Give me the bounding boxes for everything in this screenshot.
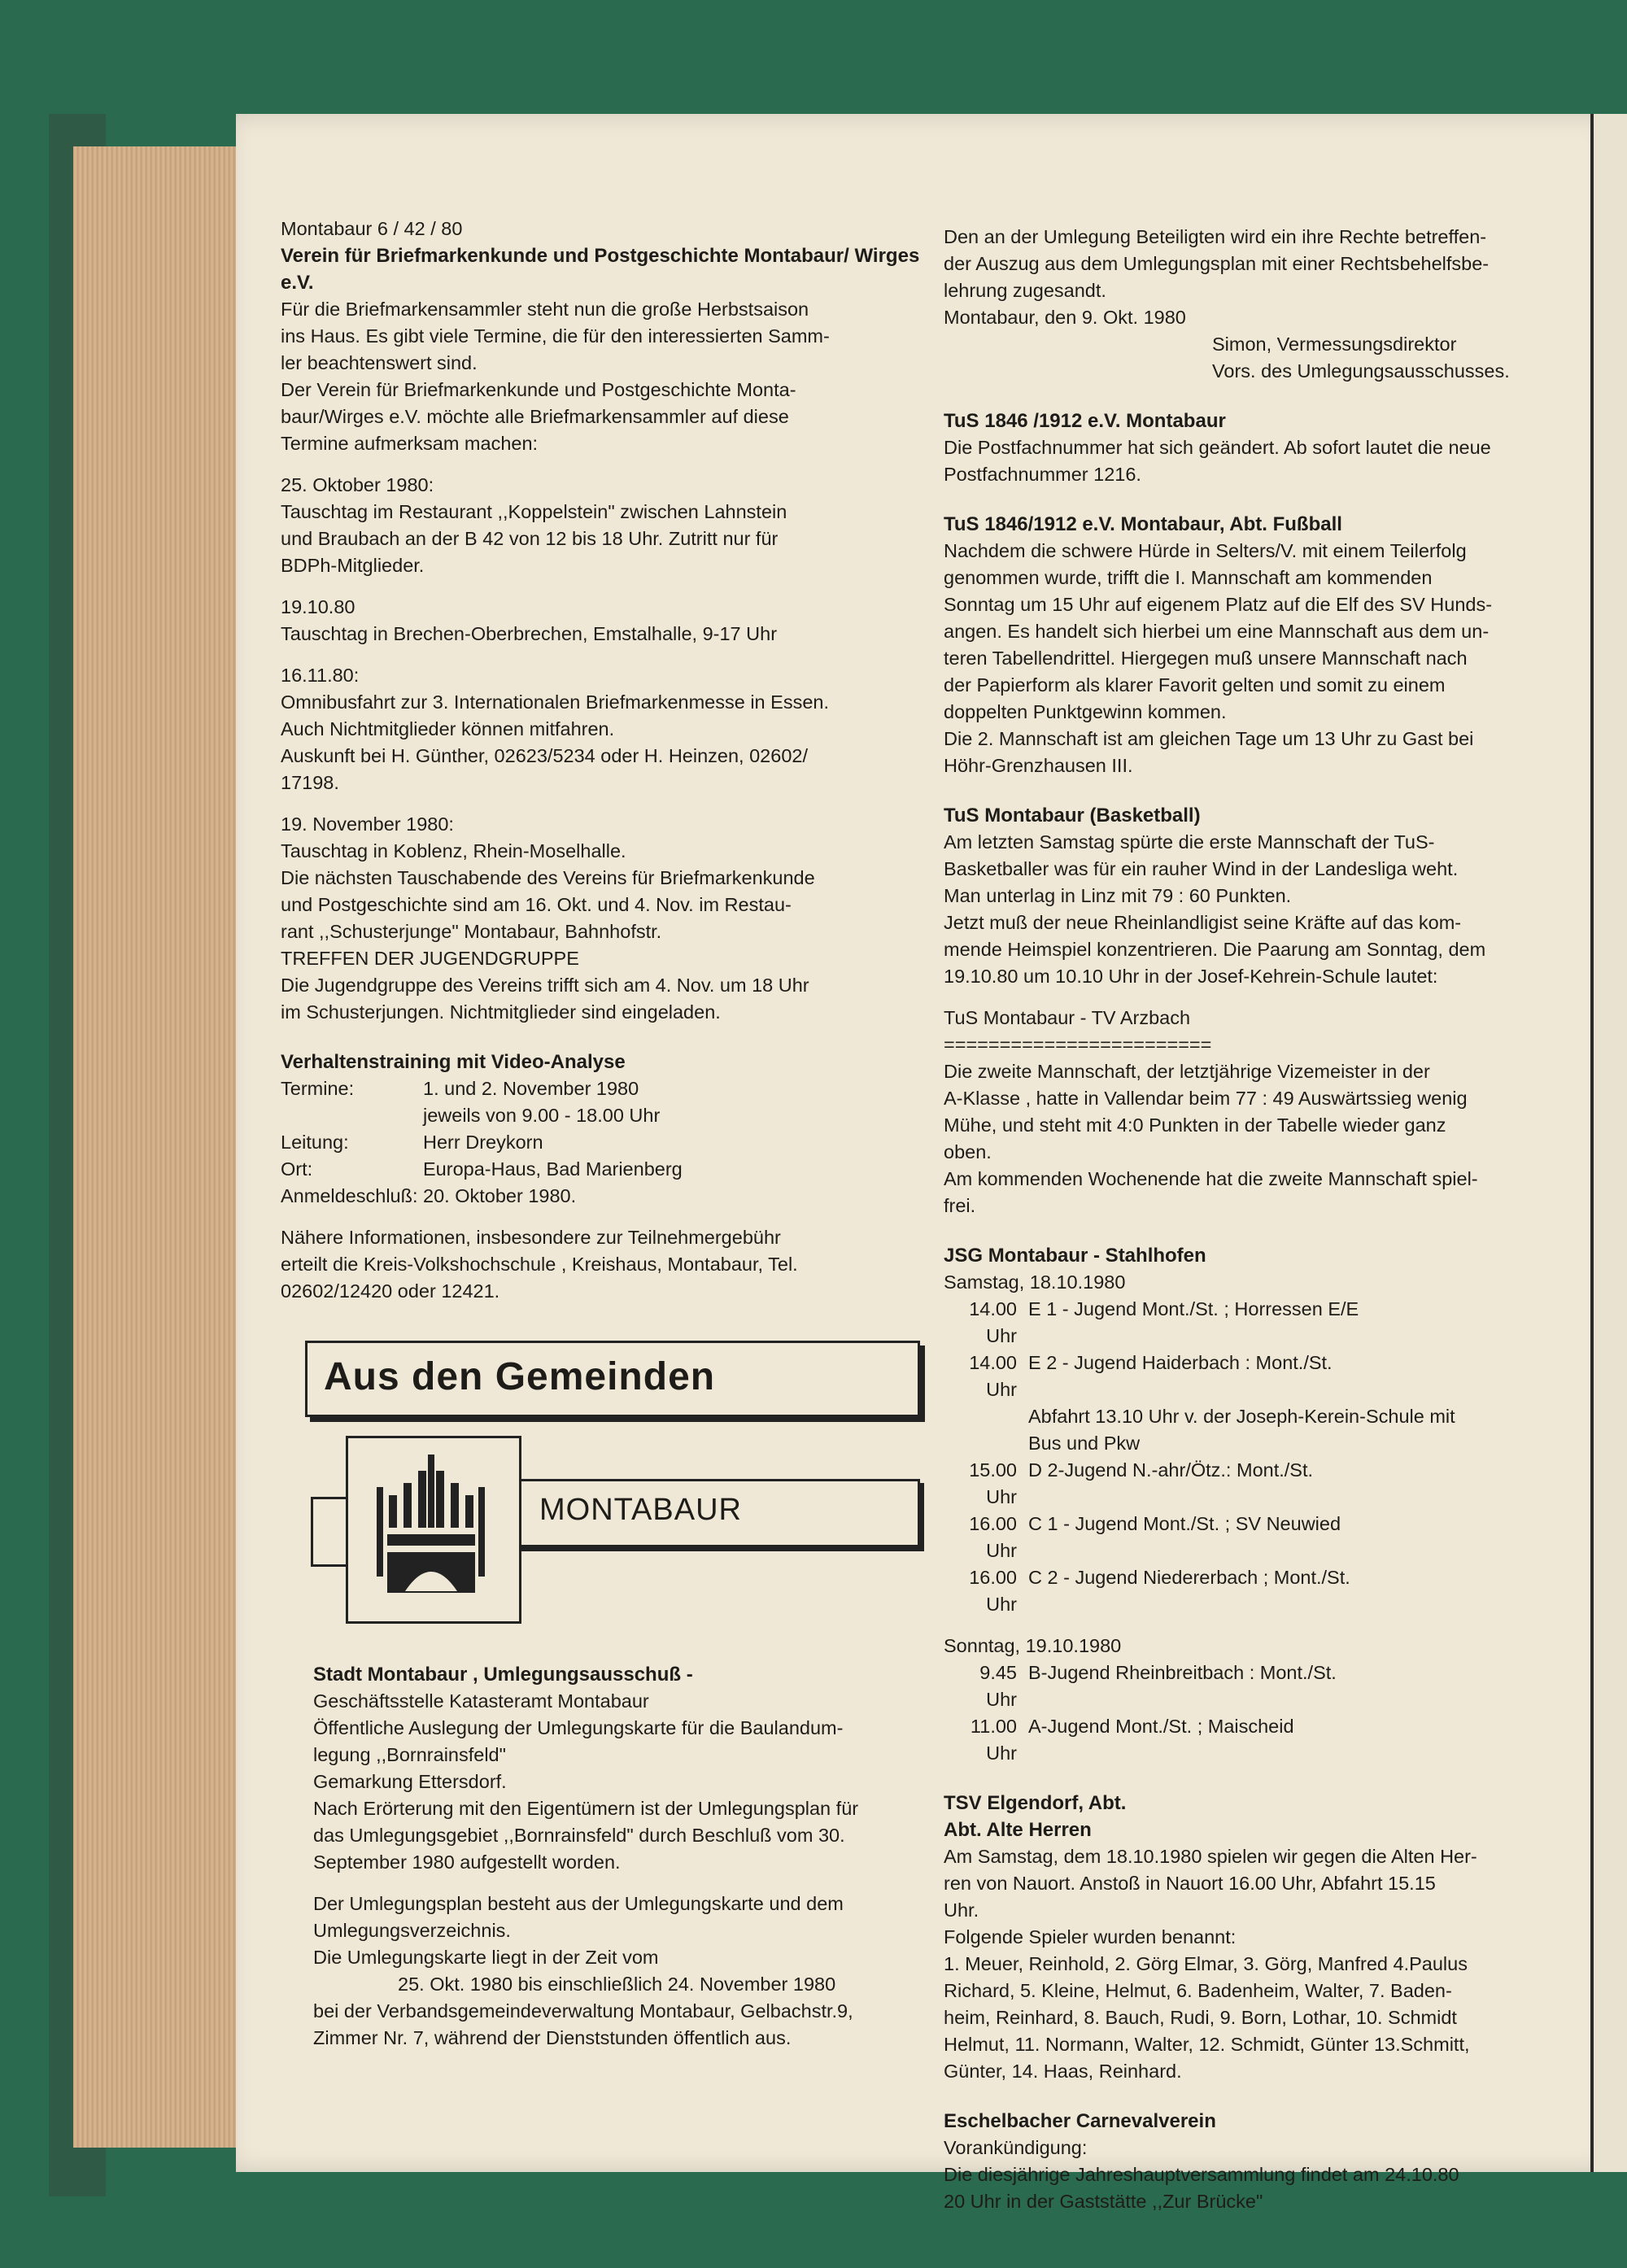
text-line: Die diesjährige Jahreshauptversammlung findet am 24.10.80 [944,2164,1459,2185]
text-line: frei. [944,1195,976,1216]
schedule-row [944,1511,1586,1564]
text-line: der Auszug aus dem Umlegungsplan mit einer Rechtsbehelfsbe- [944,253,1490,274]
montabaur-crest [346,1436,521,1624]
training-row [281,1129,923,1156]
row-value: Europa-Haus, Bad Marienberg [423,1158,683,1180]
schedule-text: C 2 - Jugend Niedererbach ; Mont./St. [1028,1567,1350,1588]
next-page-edge [1590,114,1627,2172]
schedule-time: 16.00 Uhr [969,1513,1017,1561]
event-block [281,662,923,796]
text-line: Für die Briefmarkensammler steht nun die große Herbstsaison [281,299,809,320]
text-line: Nähere Informationen, insbesondere zur Teilnehmergebühr [281,1227,781,1248]
text-line: Helmut, 11. Normann, Walter, 12. Schmidt, Günter 13.Schmitt, [944,2034,1470,2055]
text-line: Gemarkung Ettersdorf. [313,1771,507,1792]
text-line: ler beachtenswert sind. [281,352,478,373]
schedule-time: 9.45 Uhr [979,1662,1017,1710]
text-line: Vorankündigung: [944,2137,1088,2158]
text-line: Umlegungsverzeichnis. [313,1920,511,1941]
text-line: 19. November 1980: [281,813,454,835]
text-line: Am kommenden Wochenende hat die zweite Mannschaft spiel- [944,1168,1478,1189]
stadt-notice [313,1661,956,2052]
signature-line: Vors. des Umlegungsausschusses. [1212,360,1510,382]
schedule-text: D 2-Jugend N.-ahr/Ötz.: Mont./St. [1028,1459,1314,1481]
text-line: September 1980 aufgestellt worden. [313,1851,621,1873]
row-label: Ort: [281,1158,313,1180]
text-line: Die nächsten Tauschabende des Vereins für Briefmarkenkunde [281,867,815,888]
training-row [281,1156,923,1183]
row-label [281,1102,423,1129]
left-column [281,216,923,1305]
text-line: Tauschtag in Brechen-Oberbrechen, Emstalhalle, 9-17 Uhr [281,623,778,644]
schedule-time: 14.00 Uhr [969,1298,1017,1346]
event-block [281,811,923,1026]
intro-block [281,296,923,457]
text-line: Der Umlegungsplan besteht aus der Umlegungskarte und dem [313,1893,844,1914]
text-line: Mühe, und steht mit 4:0 Punkten in der Tabelle wieder ganz [944,1114,1446,1136]
schedule-text: Abfahrt 13.10 Uhr v. der Joseph-Kerein-Schule mit [1028,1406,1455,1427]
text-line: BDPh-Mitglieder. [281,555,425,576]
text-line: A-Klasse , hatte in Vallendar beim 77 : 49 Auswärtssieg wenig [944,1088,1468,1109]
text-line: ren von Nauort. Anstoß in Nauort 16.00 Uhr, Abfahrt 15.15 [944,1873,1436,1894]
tus-basketball-title: TuS Montabaur (Basketball) [944,805,1201,827]
schedule-row [944,1457,1586,1511]
text-line: Am Samstag, dem 18.10.1980 spielen wir gegen die Alten Her- [944,1846,1477,1867]
town-banner-text: MONTABAUR [539,1493,742,1527]
schedule-text: C 1 - Jugend Mont./St. ; SV Neuwied [1028,1513,1341,1534]
text-line: Uhr. [944,1899,979,1921]
text-line: 1. Meuer, Reinhold, 2. Görg Elmar, 3. Görg, Manfred 4.Paulus [944,1953,1468,1974]
text-line: Omnibusfahrt zur 3. Internationalen Briefmarkenmesse in Essen. [281,691,829,713]
text-line: oben. [944,1141,992,1162]
text-line: Günter, 14. Haas, Reinhard. [944,2061,1182,2082]
text-line: Den an der Umlegung Beteiligten wird ein ihre Rechte betreffen- [944,226,1487,247]
schedule-time: 11.00 Uhr [970,1716,1017,1764]
schedule-row [944,1296,1586,1350]
text-line: Tauschtag in Koblenz, Rhein-Moselhalle. [281,840,626,861]
text-line: 20 Uhr in der Gaststätte ,,Zur Brücke" [944,2191,1263,2212]
schedule-row [944,1660,1586,1713]
section-banner-text: Aus den Gemeinden [324,1355,716,1398]
text-line: lehrung zugesandt. [944,280,1106,301]
divider-line: ======================== [944,1034,1212,1055]
text-line: Nach Erörterung mit den Eigentümern ist der Umlegungsplan für [313,1798,859,1819]
tsv-subtitle: Abt. Alte Herren [944,1819,1092,1841]
schedule-time: 15.00 Uhr [969,1459,1017,1507]
text-line: 19.10.80 um 10.10 Uhr in der Josef-Kehrein-Schule lautet: [944,966,1438,987]
text-line: Folgende Spieler wurden benannt: [944,1926,1237,1947]
text-line: 25. Okt. 1980 bis einschließlich 24. November 1980 [398,1974,836,1995]
text-line: Die Umlegungskarte liegt in der Zeit vom [313,1947,659,1968]
match-line: TuS Montabaur - TV Arzbach [944,1007,1191,1028]
text-line: doppelten Punktgewinn kommen. [944,701,1227,722]
schedule-text: E 1 - Jugend Mont./St. ; Horressen E/E [1028,1298,1359,1319]
schedule-row [944,1564,1586,1618]
text-line: Termine aufmerksam machen: [281,433,539,454]
jsg-title: JSG Montabaur - Stahlhofen [944,1245,1206,1267]
text-line: legung ,,Bornrainsfeld" [313,1744,506,1765]
text-line: Richard, 5. Kleine, Helmut, 6. Badenheim, Walter, 7. Baden- [944,1980,1452,2001]
text-line: Geschäftsstelle Katasteramt Montabaur [313,1690,649,1712]
text-line: 17198. [281,772,339,793]
text-line: mende Heimspiel konzentrieren. Die Paarung am Sonntag, dem [944,939,1486,960]
text-line: 16.11.80: [281,665,360,686]
schedule-row [944,1350,1586,1403]
training-deadline: Anmeldeschluß: 20. Oktober 1980. [281,1185,577,1206]
text-line: Der Verein für Briefmarkenkunde und Postgeschichte Monta- [281,379,796,400]
text-line: ins Haus. Es gibt viele Termine, die für den interessierten Samm- [281,325,830,347]
training-title: Verhaltenstraining mit Video-Analyse [281,1051,626,1073]
text-line: Jetzt muß der neue Rheinlandligist seine Kräfte auf das kom- [944,912,1462,933]
text-line: Die zweite Mannschaft, der letztjährige Vizemeister in der [944,1061,1430,1082]
row-label: Termine: [281,1078,355,1099]
text-line: Sonntag um 15 Uhr auf eigenem Platz auf die Elf des SV Hunds- [944,594,1493,615]
day-line: Samstag, 18.10.1980 [944,1271,1126,1293]
town-banner [517,1479,920,1547]
text-line: genommen wurde, trifft die I. Mannschaft am kommenden [944,567,1433,588]
row-value: 1. und 2. November 1980 [423,1078,639,1099]
text-line: 25. Oktober 1980: [281,474,434,495]
event-block [281,594,923,648]
schedule-time [944,1430,1017,1457]
text-line: teren Tabellendrittel. Hiergegen muß unsere Mannschaft nach [944,648,1468,669]
training-row [281,1102,923,1129]
signature-line: Simon, Vermessungsdirektor [1212,334,1457,355]
text-line: Am letzten Samstag spürte die erste Mannschaft der TuS- [944,831,1435,853]
training-row [281,1075,923,1102]
text-line: Öffentliche Auslegung der Umlegungskarte für die Baulandum- [313,1717,844,1738]
text-line: 19.10.80 [281,596,355,617]
right-column [944,224,1586,2215]
text-line: bei der Verbandsgemeindeverwaltung Montabaur, Gelbachstr.9, [313,2000,853,2022]
text-line: Tauschtag im Restaurant ,,Koppelstein" zwischen Lahnstein [281,501,787,522]
event-block [281,472,923,579]
text-line: Man unterlag in Linz mit 79 : 60 Punkten. [944,885,1292,906]
schedule-row [944,1713,1586,1767]
text-line: Die Jugendgruppe des Vereins trifft sich am 4. Nov. um 18 Uhr [281,975,809,996]
row-label: Leitung: [281,1132,349,1153]
text-line: Auch Nichtmitglieder können mitfahren. [281,718,615,739]
banner-bracket [311,1497,350,1567]
schedule-time: 14.00 Uhr [969,1352,1017,1400]
text-line: Nachdem die schwere Hürde in Selters/V. mit einem Teilerfolg [944,540,1467,561]
text-line: Auskunft bei H. Günther, 02623/5234 oder H. Heinzen, 02602/ [281,745,808,766]
text-line: Die 2. Mannschaft ist am gleichen Tage um 13 Uhr zu Gast bei [944,728,1474,749]
stadt-title: Stadt Montabaur , Umlegungsausschuß - [313,1664,693,1686]
row-value: Herr Dreykorn [423,1132,543,1153]
text-line: das Umlegungsgebiet ,,Bornrainsfeld" durch Beschluß vom 30. [313,1825,845,1846]
schedule-row [944,1430,1586,1457]
text-line: und Braubach an der B 42 von 12 bis 18 Uhr. Zutritt nur für [281,528,779,549]
text-line: und Postgeschichte sind am 16. Okt. und 4. Nov. im Restau- [281,894,792,915]
text-line: der Papierform als klarer Favorit gelten und somit zu einem [944,674,1446,696]
eschelbach-title: Eschelbacher Carnevalverein [944,2110,1216,2132]
schedule-text: Bus und Pkw [1028,1433,1141,1454]
text-line: Die Postfachnummer hat sich geändert. Ab sofort lautet die neue [944,437,1491,458]
issue-header: Montabaur 6 / 42 / 80 [281,218,463,239]
text-line: rant ,,Schusterjunge" Montabaur, Bahnhofstr. [281,921,662,942]
schedule-text: B-Jugend Rheinbreitbach : Mont./St. [1028,1662,1337,1683]
text-line: Basketballer was für ein rauher Wind in der Landesliga weht. [944,858,1459,879]
day-line: Sonntag, 19.10.1980 [944,1635,1122,1656]
text-line: heim, Reinhard, 8. Bauch, Rudi, 9. Born, Lothar, 10. Schmidt [944,2007,1457,2028]
tus-title: TuS 1846 /1912 e.V. Montabaur [944,410,1226,432]
schedule-text: A-Jugend Mont./St. ; Maischeid [1028,1716,1294,1737]
text-line: angen. Es handelt sich hierbei um eine Mannschaft aus dem un- [944,621,1490,642]
text-line: Zimmer Nr. 7, während der Dienststunden öffentlich aus. [313,2027,792,2048]
text-line: 02602/12420 oder 12421. [281,1280,500,1302]
text-line: Höhr-Grenzhausen III. [944,755,1133,776]
text-line: erteilt die Kreis-Volkshochschule , Kreishaus, Montabaur, Tel. [281,1254,798,1275]
text-line: Montabaur, den 9. Okt. 1980 [944,307,1186,328]
page-edges [73,146,262,2148]
text-line: baur/Wirges e.V. möchte alle Briefmarkensammler auf diese [281,406,789,427]
tus-football-title: TuS 1846/1912 e.V. Montabaur, Abt. Fußball [944,513,1342,535]
text-line: Postfachnummer 1216. [944,464,1141,485]
tsv-title: TSV Elgendorf, Abt. [944,1792,1127,1814]
club-title: Verein für Briefmarkenkunde und Postgeschichte Montabaur/ Wirges e.V. [281,245,920,294]
schedule-text: E 2 - Jugend Haiderbach : Mont./St. [1028,1352,1333,1373]
schedule-row [944,1403,1586,1430]
town-crest-icon [348,1438,514,1616]
section-banner [305,1341,920,1417]
schedule-time: 16.00 Uhr [969,1567,1017,1615]
text-line: TREFFEN DER JUGENDGRUPPE [281,948,579,969]
text-line: im Schusterjungen. Nichtmitglieder sind eingeladen. [281,1001,721,1023]
row-value: jeweils von 9.00 - 18.00 Uhr [423,1105,661,1126]
schedule-time [944,1403,1017,1430]
